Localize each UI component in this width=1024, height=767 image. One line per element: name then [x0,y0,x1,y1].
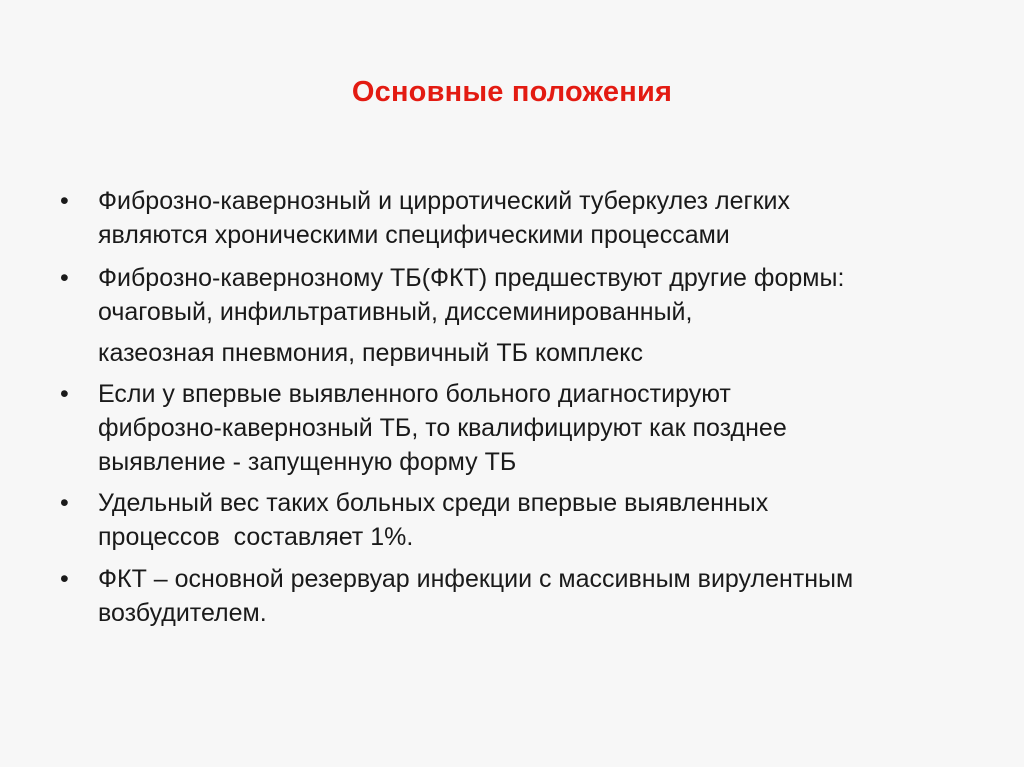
item-2-line-2: очаговый, инфильтративный, диссеминированный, [98,298,693,326]
item-2-line-3: казеозная пневмония, первичный ТБ комплекс [98,339,643,367]
item-1-line-1: Фиброзно-кавернозный и цирротический туберкулез легких [98,187,790,215]
item-5-line-2: возбудителем. [98,599,267,627]
item-4-line-2: процессов составляет 1%. [98,523,414,551]
slide-title: Основные положения [351,76,673,108]
item-1-line-2: являются хроническими специфическими процессами [98,221,730,249]
item-4-line-1: Удельный вес таких больных среди впервые выявленных [98,489,769,517]
item-3-line-1: Если у впервые выявленного больного диагностируют [98,380,731,408]
bullet-icon: • [60,380,69,408]
bullet-icon: • [60,489,69,517]
bullet-icon: • [60,565,69,593]
item-3-line-2: фиброзно-кавернозный ТБ, то квалифицируют как позднее [98,414,787,442]
item-5-line-1: ФКТ – основной резервуар инфекции с массивным вирулентным [98,565,854,593]
item-2-line-1: Фиброзно-кавернозному ТБ(ФКТ) предшествуют другие формы: [98,264,845,292]
item-3-line-3: выявление - запущенную форму ТБ [98,448,517,476]
bullet-icon: • [60,187,69,215]
bullet-icon: • [60,264,69,292]
